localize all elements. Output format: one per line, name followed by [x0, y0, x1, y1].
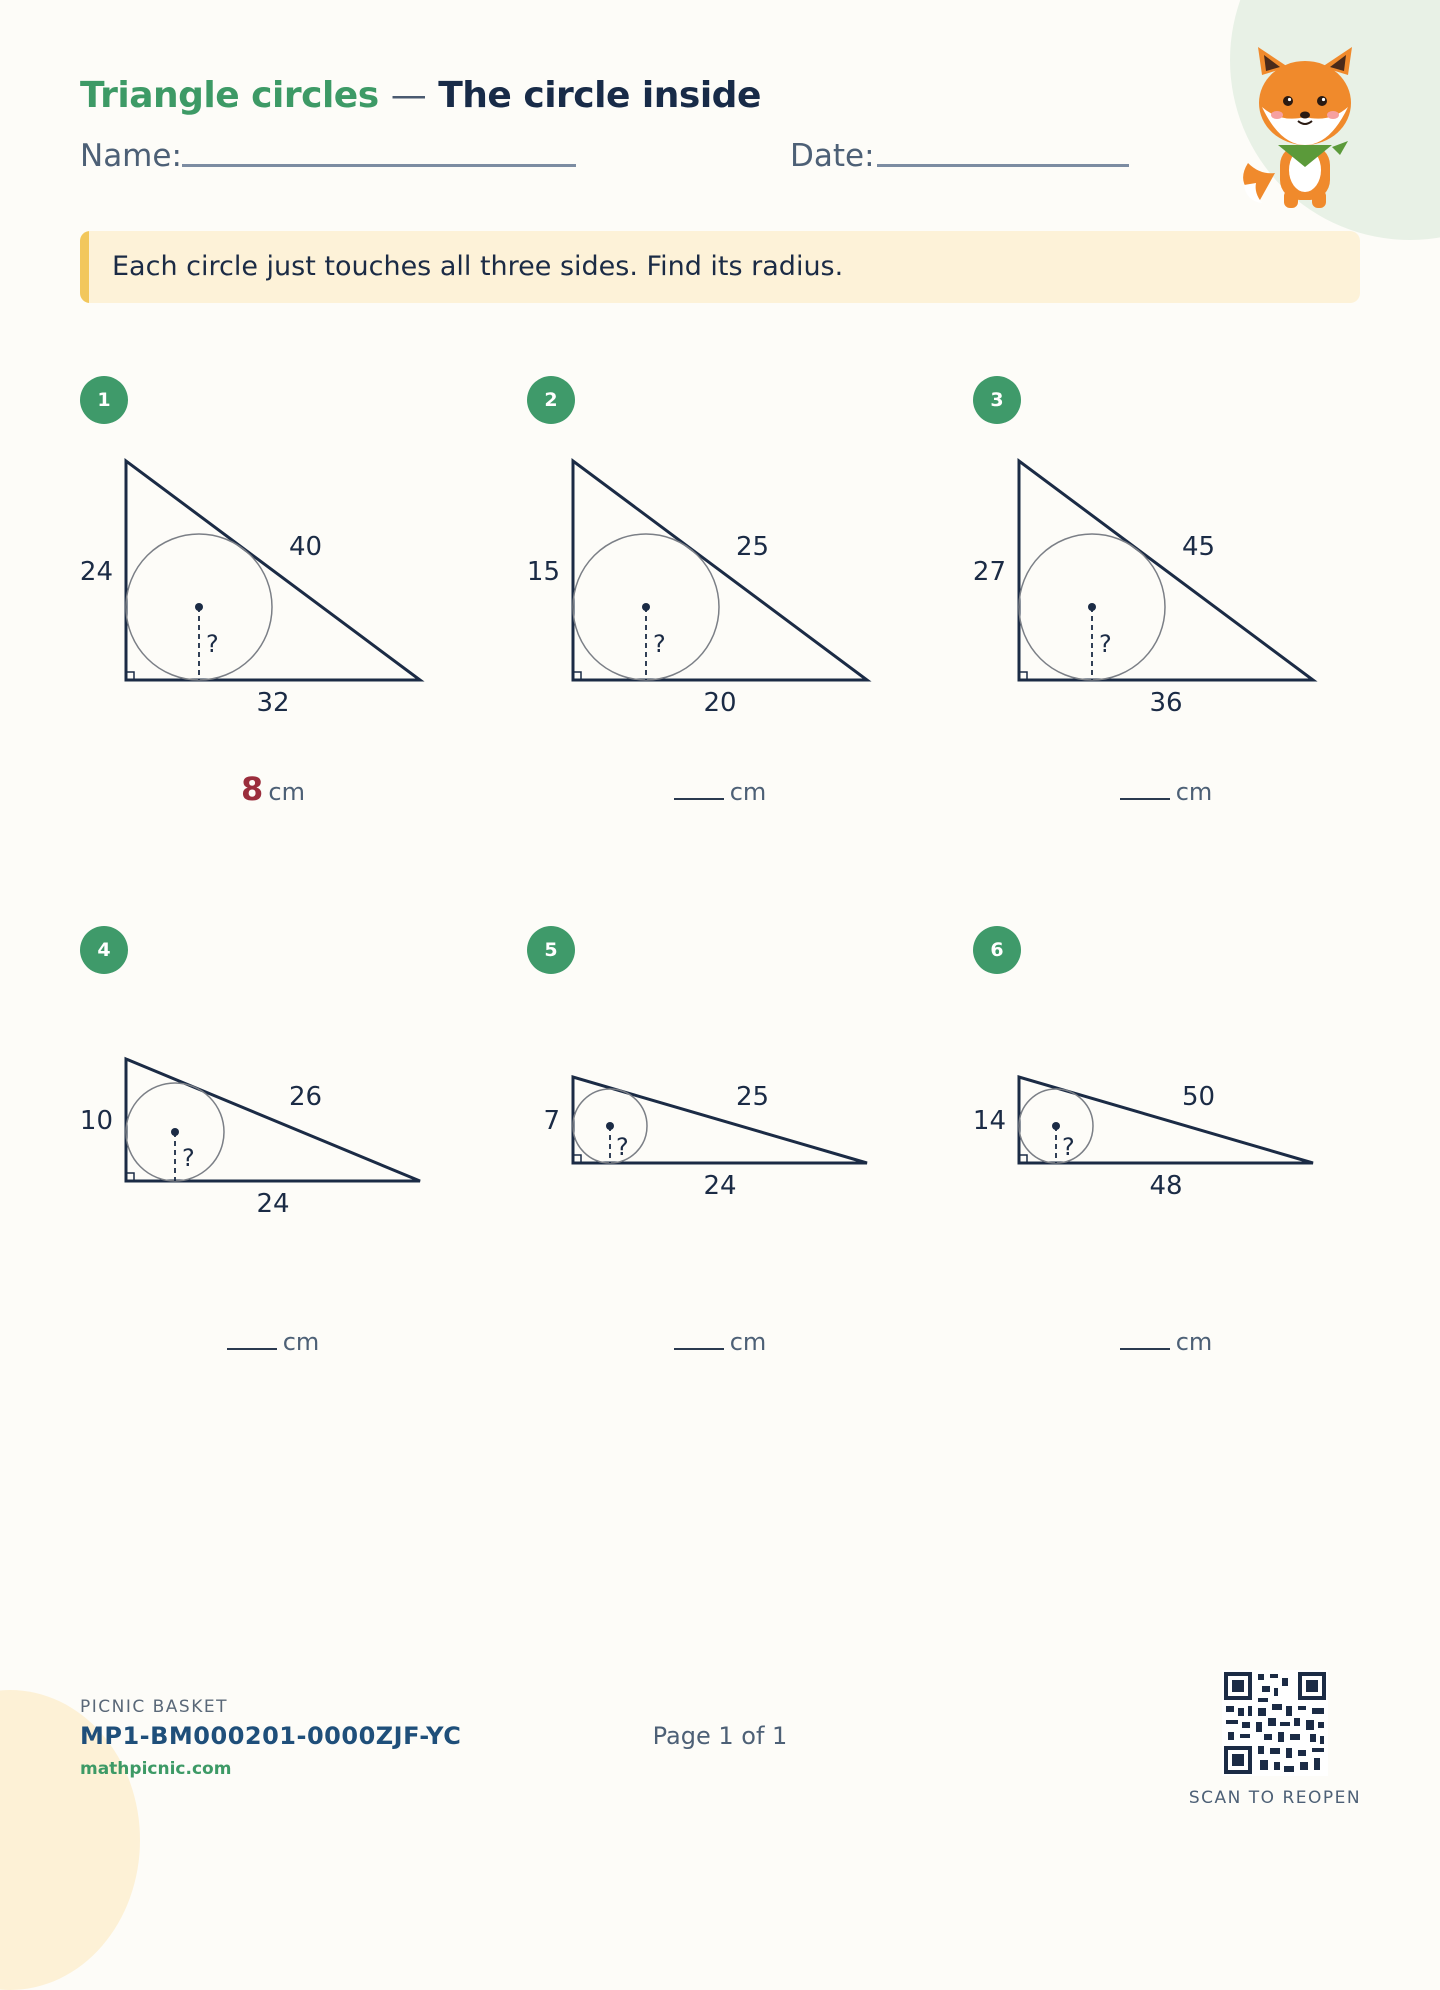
- qr-caption: SCAN TO REOPEN: [1188, 1788, 1362, 1808]
- answer-unit: cm: [1175, 778, 1213, 806]
- left-side-label: 14: [972, 1106, 1006, 1136]
- left-side-label: 15: [526, 557, 560, 587]
- problem-number-badge: 4: [80, 926, 128, 974]
- bottom-side-label: 48: [1149, 1171, 1183, 1201]
- incenter-dot: [606, 1122, 614, 1130]
- hypotenuse-label: 25: [736, 532, 770, 562]
- problem-number-badge: 5: [527, 926, 575, 974]
- bottom-side-label: 36: [1149, 688, 1183, 718]
- incircle: [1019, 534, 1165, 680]
- page-number: Page 1 of 1: [652, 1722, 788, 1750]
- incenter-dot: [1088, 603, 1096, 611]
- footer-brand: PICNIC BASKET: [80, 1697, 228, 1717]
- incircle: [126, 1083, 224, 1181]
- radius-marker: ?: [182, 1144, 195, 1172]
- triangle: [1019, 1077, 1313, 1163]
- problem-number-badge: 3: [973, 376, 1021, 424]
- bottom-side-label: 32: [256, 688, 290, 718]
- triangle: [126, 1059, 420, 1181]
- answer-field: [153, 770, 393, 808]
- problem-6-diagram: [973, 1077, 1313, 1201]
- radius-marker: ?: [1099, 630, 1112, 658]
- bottom-side-label: 20: [703, 688, 737, 718]
- triangle: [1019, 461, 1313, 680]
- radius-marker: ?: [1062, 1133, 1075, 1161]
- problem-4-diagram: [80, 1059, 420, 1219]
- answer-field[interactable]: [600, 778, 840, 806]
- hypotenuse-label: 26: [289, 1082, 323, 1112]
- triangle: [573, 1077, 867, 1163]
- answer-blank[interactable]: [674, 1348, 724, 1350]
- right-angle-mark: [573, 672, 581, 680]
- date-label: Date:: [790, 138, 875, 174]
- hypotenuse-label: 45: [1182, 532, 1216, 562]
- answer-field[interactable]: [1046, 1328, 1286, 1356]
- bottom-side-label: 24: [256, 1189, 290, 1219]
- answer-blank[interactable]: [1120, 798, 1170, 800]
- answer-value: 8: [241, 770, 264, 808]
- problem-number-badge: 6: [973, 926, 1021, 974]
- answer-unit: cm: [729, 1328, 767, 1356]
- incircle: [126, 534, 272, 680]
- date-field[interactable]: [877, 164, 1129, 167]
- radius-marker: ?: [206, 630, 219, 658]
- answer-unit: cm: [1175, 1328, 1213, 1356]
- incircle: [573, 534, 719, 680]
- right-angle-mark: [1019, 1155, 1027, 1163]
- answer-blank[interactable]: [227, 1348, 277, 1350]
- triangle: [573, 461, 867, 680]
- fox-mascot-icon: [1240, 45, 1370, 215]
- hypotenuse-label: 40: [289, 532, 323, 562]
- left-side-label: 7: [543, 1106, 560, 1136]
- radius-marker: ?: [653, 630, 666, 658]
- answer-unit: cm: [268, 778, 305, 806]
- answer-blank[interactable]: [1120, 1348, 1170, 1350]
- problem-3-diagram: [973, 461, 1313, 718]
- left-side-label: 27: [972, 557, 1006, 587]
- left-side-label: 10: [79, 1106, 113, 1136]
- qr-code-icon[interactable]: [1222, 1670, 1328, 1776]
- footer-code: MP1-BM000201-0000ZJF-YC: [80, 1722, 462, 1750]
- instruction-banner: [80, 231, 1360, 303]
- left-side-label: 24: [79, 557, 113, 587]
- title-sub: The circle inside: [438, 75, 761, 116]
- incenter-dot: [1052, 1122, 1060, 1130]
- incircle: [1019, 1089, 1093, 1163]
- hypotenuse-label: 50: [1182, 1082, 1216, 1112]
- instruction-accent: [80, 231, 89, 303]
- problem-1-diagram: [80, 461, 420, 718]
- incenter-dot: [195, 603, 203, 611]
- right-angle-mark: [126, 1173, 134, 1181]
- answer-field[interactable]: [600, 1328, 840, 1356]
- page-title: [80, 75, 761, 116]
- problem-5-diagram: [543, 1077, 867, 1201]
- answer-field[interactable]: [153, 1328, 393, 1356]
- footer-site-link[interactable]: mathpicnic.com: [80, 1759, 232, 1779]
- radius-marker: ?: [616, 1133, 629, 1161]
- title-topic: Triangle circles: [80, 75, 379, 116]
- problem-2-diagram: [527, 461, 867, 718]
- answer-unit: cm: [729, 778, 767, 806]
- hypotenuse-label: 25: [736, 1082, 770, 1112]
- incenter-dot: [171, 1128, 179, 1136]
- answer-field[interactable]: [1046, 778, 1286, 806]
- bottom-side-label: 24: [703, 1171, 737, 1201]
- name-label: Name:: [80, 138, 182, 174]
- name-field[interactable]: [182, 164, 576, 167]
- answer-unit: cm: [282, 1328, 320, 1356]
- incircle: [573, 1089, 647, 1163]
- triangle: [126, 461, 420, 680]
- problem-number-badge: 1: [80, 376, 128, 424]
- right-angle-mark: [126, 672, 134, 680]
- answer-blank[interactable]: [674, 798, 724, 800]
- right-angle-mark: [573, 1155, 581, 1163]
- problem-number-badge: 2: [527, 376, 575, 424]
- title-dash: —: [390, 75, 427, 116]
- instruction-text: Each circle just touches all three sides. Find its radius.: [112, 251, 844, 282]
- incenter-dot: [642, 603, 650, 611]
- right-angle-mark: [1019, 672, 1027, 680]
